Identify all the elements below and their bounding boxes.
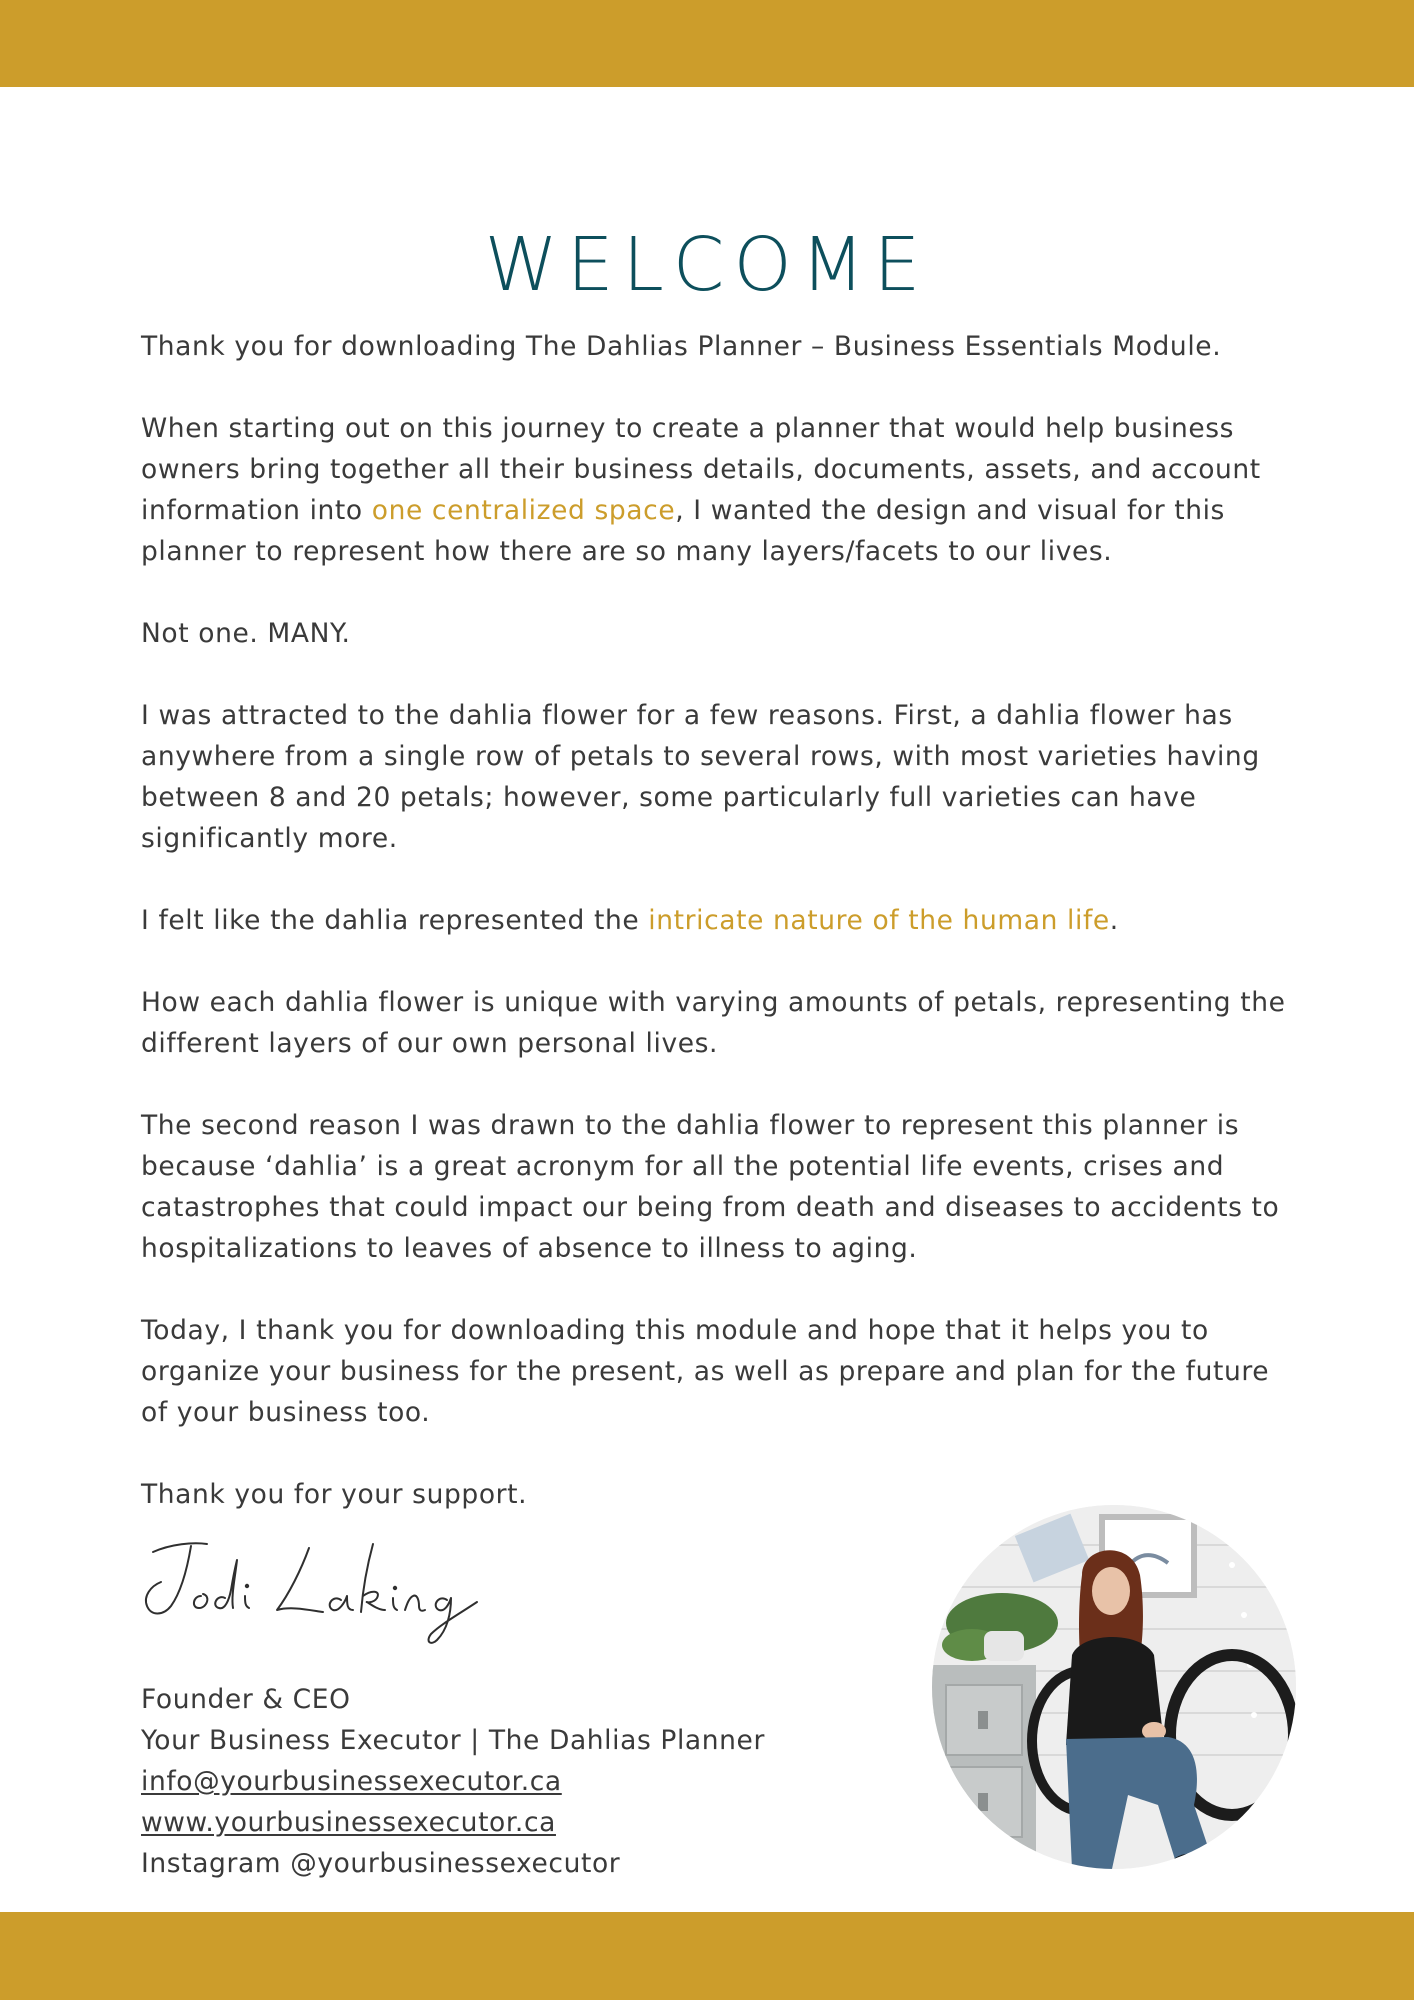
- bottom-band: [0, 1912, 1414, 2000]
- paragraph-journey: [141, 408, 1291, 572]
- highlight-intricate-nature: intricate nature of the human life: [648, 905, 1110, 936]
- journey-text-start: When starting out on this journey to create a planner that would help business owners bring together all their business details, documents, assets, and account information into: [141, 413, 1261, 526]
- represented-text-start: I felt like the dahlia represented the: [141, 905, 649, 936]
- represented-text-end: .: [1109, 905, 1119, 936]
- page-title: WELCOME: [484, 221, 930, 308]
- paragraph-represented: [141, 900, 1291, 941]
- paragraph-today: Today, I thank you for downloading this module and hope that it helps you to organize your business for the present, as well as prepare and plan for the future of your business too.: [141, 1315, 1270, 1428]
- instagram-handle: Instagram @yourbusinessexecutor: [141, 1848, 621, 1879]
- founder-portrait-illustration: [932, 1505, 1296, 1869]
- email-link[interactable]: info@yourbusinessexecutor.ca: [141, 1766, 562, 1797]
- paragraph-attracted: I was attracted to the dahlia flower for a few reasons. First, a dahlia flower has anywhere from a single row of petals to several rows, with most varieties having between 8 and 20 petals; however, some particularly full varieties can have significantly more.: [141, 700, 1260, 854]
- contact-block: [141, 1679, 765, 1884]
- paragraph-unique: How each dahlia flower is unique with varying amounts of petals, representing the different layers of our own personal lives.: [141, 987, 1286, 1059]
- signature: [141, 1530, 481, 1650]
- founder-title: Founder & CEO: [141, 1684, 351, 1715]
- paragraph-second-reason: The second reason I was drawn to the dahlia flower to represent this planner is because ‘dahlia’ is a great acronym for all the potential life events, crises and catastrophes that could impact our being from death and diseases to accidents to hospitalizations to leaves of absence to illness to aging.: [141, 1110, 1280, 1264]
- journey-text-end: , I wanted the design and visual for this planner to represent how there are so many layers/facets to our lives.: [141, 495, 1225, 567]
- top-band: [0, 0, 1414, 87]
- paragraph-not-one: Not one. MANY.: [141, 618, 351, 649]
- founder-photo: [932, 1505, 1296, 1869]
- paragraph-support: Thank you for your support.: [141, 1479, 528, 1510]
- paragraph-thanks: Thank you for downloading The Dahlias Planner – Business Essentials Module.: [141, 331, 1222, 362]
- company-name: Your Business Executor | The Dahlias Planner: [141, 1725, 765, 1756]
- letter-body: [141, 326, 1291, 1556]
- highlight-centralized-space: one centralized space: [371, 495, 676, 526]
- website-link[interactable]: www.yourbusinessexecutor.ca: [141, 1807, 556, 1838]
